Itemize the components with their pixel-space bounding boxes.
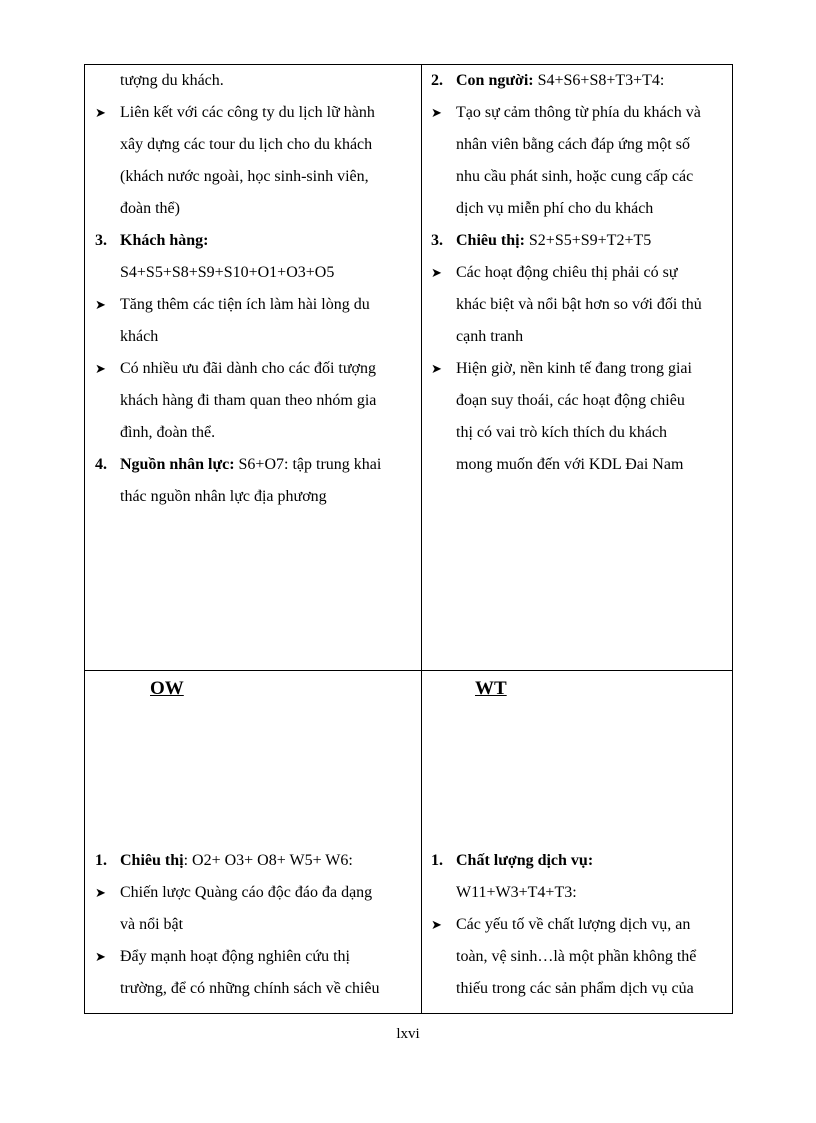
arrow-bullet-icon: ➤ — [95, 297, 106, 312]
arrow-bullet-icon: ➤ — [95, 885, 106, 900]
formula-line: S4+S5+S8+S9+S10+O1+O3+O5 — [120, 264, 335, 281]
section-heading: 3. Chiêu thị: S2+S5+S9+T2+T5 — [431, 232, 652, 249]
bullet-item: ➤ Có nhiều ưu đãi dành cho các đối tượng — [93, 353, 415, 385]
cell-bottom-right — [429, 845, 729, 1005]
text-line: mong muốn đến với KDL Đai Nam — [456, 456, 684, 473]
arrow-bullet-icon: ➤ — [431, 361, 442, 376]
text-line: thị có vai trò kích thích du khách — [456, 424, 668, 441]
arrow-bullet-icon: ➤ — [431, 105, 442, 120]
bullet-item: ➤ Đẩy mạnh hoạt động nghiên cứu thị — [93, 941, 415, 973]
text-line: đình, đoàn thể. — [120, 424, 216, 441]
text-line: đoạn suy thoái, các hoạt động chiêu — [456, 392, 685, 409]
bullet-item: ➤ Tăng thêm các tiện ích làm hài lòng du — [93, 289, 415, 321]
text-line: trường, để có những chính sách về chiêu — [120, 980, 380, 997]
cell-bottom-left — [93, 845, 415, 1005]
cell-top-left — [93, 65, 415, 513]
text-line: tượng du khách. — [120, 72, 224, 89]
text-line: khách hàng đi tham quan theo nhóm gia — [120, 392, 377, 409]
section-heading: 3. Khách hàng: — [95, 232, 209, 249]
text-line: (khách nước ngoài, học sinh-sinh viên, — [120, 168, 369, 185]
text-line: nhu cầu phát sinh, hoặc cung cấp các — [456, 168, 694, 185]
text-line: khác biệt và nổi bật hơn so với đối thủ — [456, 296, 702, 313]
bullet-item: ➤ Các yếu tố về chất lượng dịch vụ, an — [429, 909, 729, 941]
arrow-bullet-icon: ➤ — [431, 265, 442, 280]
text-line: xây dựng các tour du lịch cho du khách — [120, 136, 373, 153]
section-heading: 2. Con người: S4+S6+S8+T3+T4: — [431, 72, 665, 89]
arrow-bullet-icon: ➤ — [431, 917, 442, 932]
heading-ow: OW — [150, 678, 184, 699]
row-divider — [85, 670, 732, 671]
bullet-item: ➤ Tạo sự cảm thông từ phía du khách và — [429, 97, 729, 129]
bullet-item: ➤ Liên kết với các công ty du lịch lữ hành — [93, 97, 415, 129]
text-line: và nổi bật — [120, 916, 184, 933]
text-line: thiếu trong các sản phẩm dịch vụ của — [456, 980, 694, 997]
text-line: toàn, vệ sinh…là một phần không thể — [456, 948, 697, 965]
text-line: dịch vụ miễn phí cho du khách — [456, 200, 654, 217]
section-heading: 1. Chất lượng dịch vụ: — [431, 852, 594, 869]
arrow-bullet-icon: ➤ — [95, 105, 106, 120]
arrow-bullet-icon: ➤ — [95, 361, 106, 376]
formula-line: W11+W3+T4+T3: — [456, 884, 577, 901]
heading-wt: WT — [475, 678, 507, 699]
text-line: cạnh tranh — [456, 328, 524, 345]
bullet-item: ➤ Hiện giờ, nền kinh tế đang trong giai — [429, 353, 729, 385]
bullet-item: ➤ Các hoạt động chiêu thị phải có sự — [429, 257, 729, 289]
bullet-item: ➤ Chiến lược Quàng cáo độc đáo đa dạng — [93, 877, 415, 909]
text-line: đoàn thể) — [120, 200, 180, 217]
column-divider — [421, 65, 422, 1013]
swot-table — [84, 64, 733, 1014]
section-heading: 4. Nguồn nhân lực: S6+O7: tập trung khai — [95, 456, 382, 473]
page-number: lxvi — [396, 1026, 420, 1042]
section-heading: 1. Chiêu thị: O2+ O3+ O8+ W5+ W6: — [95, 852, 353, 869]
text-line: khách — [120, 328, 159, 345]
cell-top-right — [429, 65, 729, 481]
text-line: nhân viên bằng cách đáp ứng một số — [456, 136, 690, 153]
arrow-bullet-icon: ➤ — [95, 949, 106, 964]
text-line: thác nguồn nhân lực địa phương — [120, 488, 327, 505]
